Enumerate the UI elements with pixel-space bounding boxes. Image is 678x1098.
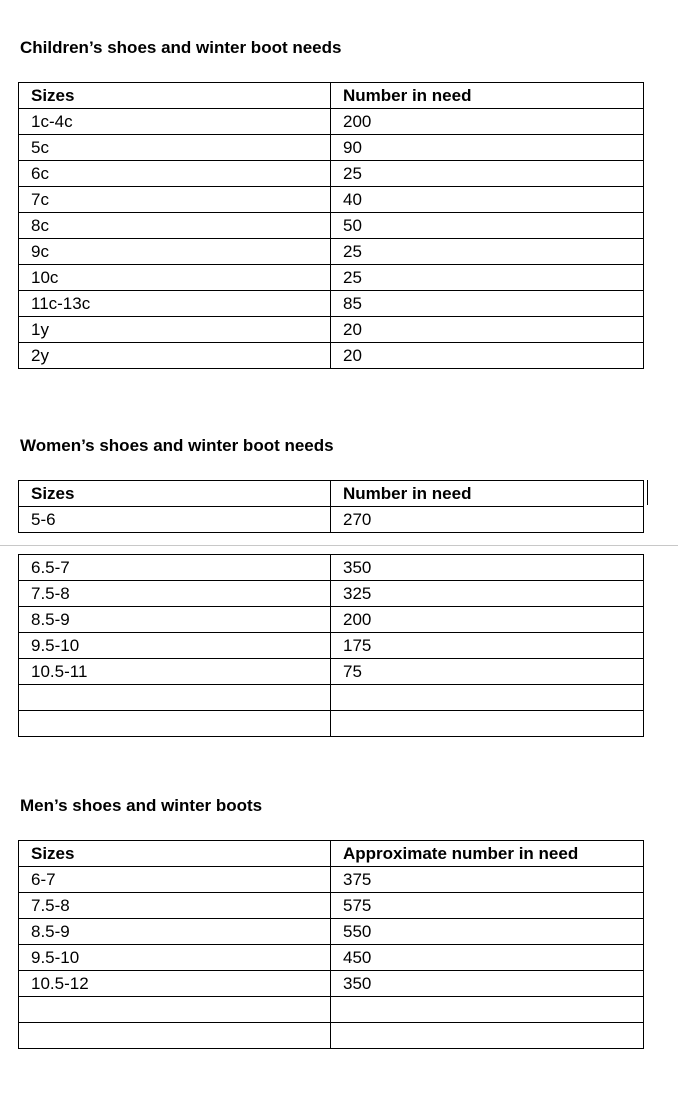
page-break-line [0, 545, 678, 546]
count-cell: 175 [331, 633, 644, 659]
size-cell [19, 711, 331, 737]
count-cell: 200 [331, 109, 644, 135]
size-cell: 10.5-11 [19, 659, 331, 685]
women-heading: Women’s shoes and winter boot needs [20, 436, 334, 455]
table-row [19, 239, 644, 265]
size-cell: 7.5-8 [19, 893, 331, 919]
count-cell [331, 997, 644, 1023]
table-row [19, 997, 644, 1023]
count-cell: 85 [331, 291, 644, 317]
count-cell: 20 [331, 343, 644, 369]
size-cell: 8c [19, 213, 331, 239]
size-cell: 2y [19, 343, 331, 369]
table-header-row [19, 841, 644, 867]
table-row [19, 867, 644, 893]
table-row [19, 893, 644, 919]
size-cell [19, 997, 331, 1023]
column-header-number: Number in need [331, 481, 644, 507]
table-header-row [19, 83, 644, 109]
table-row [19, 633, 644, 659]
count-cell [331, 1023, 644, 1049]
count-cell: 25 [331, 239, 644, 265]
count-cell: 200 [331, 607, 644, 633]
count-cell: 270 [331, 507, 644, 533]
table-row [19, 607, 644, 633]
table-edge-mark [647, 480, 648, 505]
size-cell: 10.5-12 [19, 971, 331, 997]
table-row [19, 317, 644, 343]
size-cell: 6c [19, 161, 331, 187]
table-row [19, 291, 644, 317]
column-header-sizes: Sizes [19, 83, 331, 109]
size-cell: 8.5-9 [19, 919, 331, 945]
size-cell [19, 685, 331, 711]
count-cell: 375 [331, 867, 644, 893]
table-row [19, 187, 644, 213]
count-cell: 450 [331, 945, 644, 971]
table-row [19, 109, 644, 135]
column-header-sizes: Sizes [19, 481, 331, 507]
column-header-number: Approximate number in need [331, 841, 644, 867]
count-cell: 575 [331, 893, 644, 919]
table-row [19, 161, 644, 187]
children-table [18, 82, 644, 369]
size-cell: 7c [19, 187, 331, 213]
size-cell: 1c-4c [19, 109, 331, 135]
count-cell [331, 711, 644, 737]
column-header-number: Number in need [331, 83, 644, 109]
table-header-row [19, 481, 644, 507]
women-table-bottom [18, 554, 644, 737]
size-cell: 9c [19, 239, 331, 265]
size-cell [19, 1023, 331, 1049]
size-cell: 5c [19, 135, 331, 161]
women-table-top [18, 480, 644, 533]
men-table [18, 840, 644, 1049]
count-cell: 350 [331, 971, 644, 997]
size-cell: 5-6 [19, 507, 331, 533]
count-cell: 550 [331, 919, 644, 945]
size-cell: 9.5-10 [19, 633, 331, 659]
size-cell: 6-7 [19, 867, 331, 893]
size-cell: 1y [19, 317, 331, 343]
table-row [19, 711, 644, 737]
table-row [19, 555, 644, 581]
table-row [19, 507, 644, 533]
table-row [19, 581, 644, 607]
table-row [19, 135, 644, 161]
table-row [19, 343, 644, 369]
count-cell: 325 [331, 581, 644, 607]
table-row [19, 213, 644, 239]
count-cell: 75 [331, 659, 644, 685]
table-row [19, 971, 644, 997]
count-cell: 20 [331, 317, 644, 343]
size-cell: 11c-13c [19, 291, 331, 317]
children-heading: Children’s shoes and winter boot needs [20, 38, 342, 57]
table-row [19, 685, 644, 711]
size-cell: 10c [19, 265, 331, 291]
table-row [19, 919, 644, 945]
size-cell: 6.5-7 [19, 555, 331, 581]
count-cell [331, 685, 644, 711]
men-heading: Men’s shoes and winter boots [20, 796, 263, 815]
size-cell: 7.5-8 [19, 581, 331, 607]
size-cell: 9.5-10 [19, 945, 331, 971]
size-cell: 8.5-9 [19, 607, 331, 633]
table-row [19, 659, 644, 685]
count-cell: 350 [331, 555, 644, 581]
column-header-sizes: Sizes [19, 841, 331, 867]
count-cell: 40 [331, 187, 644, 213]
table-row [19, 1023, 644, 1049]
count-cell: 50 [331, 213, 644, 239]
count-cell: 25 [331, 161, 644, 187]
table-row [19, 945, 644, 971]
table-row [19, 265, 644, 291]
count-cell: 90 [331, 135, 644, 161]
count-cell: 25 [331, 265, 644, 291]
